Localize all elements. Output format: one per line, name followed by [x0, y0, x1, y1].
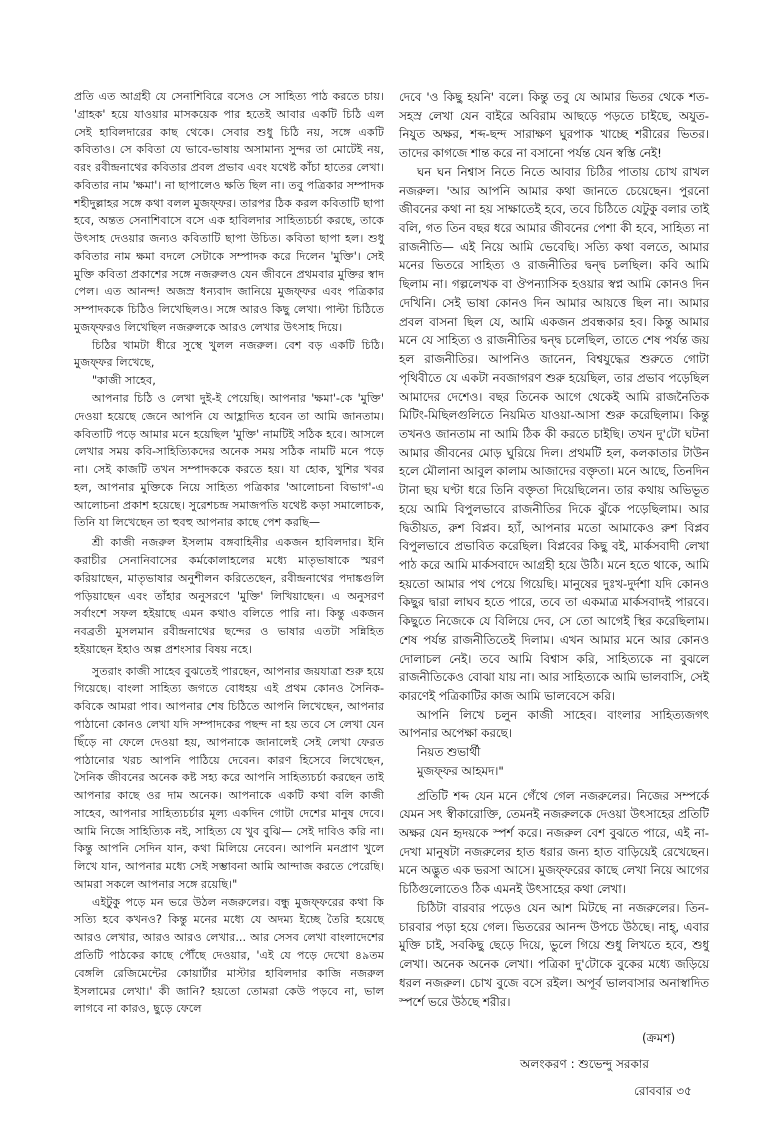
- continued-label: (ক্রমশ): [642, 1031, 676, 1045]
- paragraph: দেবে 'ও কিছু হয়নি' বলে। কিন্তু তবু যে আমার ভিতর থেকে শত-সহস্র লেখা যেন বাইরে অবিরাম আছড়ে পড়তে চাইছে, অযুত-নিযুত অক্ষর, শব্দ-ছন্দ সারাক্ষণ ঘুরপাক খাচ্ছে শরীরের ভিতর। তাদের কাগজে শান্ত করে না বসানো পর্যন্ত যেন স্বস্তি নেই!: [399, 90, 709, 161]
- letter-paragraph: সুতরাং কাজী সাহেব বুঝতেই পারছেন, আপনার জয়যাত্রা শুরু হয়ে গিয়েছে। বাংলা সাহিত্য জগতে বোধহয় এই প্রথম কোনও সৈনিক-কবিকে আমরা পাব। আপনার শেষ চিঠিতে আপনি লিখেছেন, আপনার পাঠানো কোনও লেখা যদি সম্পাদকের পছন্দ না হয় তবে সে লেখা যেন ছিঁড়ে না ফেলে দেওয়া হয়, আপনাকে জানালেই সেই লেখা ফেরত পাঠানোর খরচ আপনি পাঠিয়ে দেবেন। কারণ হিসেবে লিখেছেন, সৈনিক জীবনের অনেক কষ্ট সহ্য করে আপনি সাহিত্যচর্চা করছেন তাই আপনার কাছে ওর দাম অনেক। আপনাকে একটি কথা বলি কাজী সাহেব, আপনার সাহিত্যচর্চার মূল্য একদিন গোটা দেশের মানুষ দেবে। আমি নিজে সাহিত্যিক নই, সাহিত্য যে খুব বুঝি— সেই দাবিও করি না। কিন্তু আপনি সেদিন যান, কথা মিলিয়ে নেবেন। আপনি মনপ্রাণ খুলে লিখে যান, আপনার মধ্যে সেই সম্ভাবনা আমি আন্দাজ করতে পেরেছি। আমরা সকলে আপনার সঙ্গে রয়েছি।": [74, 664, 384, 891]
- paragraph: চিঠিটা বারবার পড়েও যেন আশ মিটছে না নজরুলের। তিন-চারবার পড়া হয়ে গেল। ভিতরের আনন্দ উপচে উঠছে। নাহ্, এবার মুক্তি চাই, সবকিছু ছেড়ে দিয়ে, ভুলে গিয়ে শুধু লিখতে হবে, শুধু লেখা। অনেক অনেক লেখা। পত্রিকা দু'টোকে বুকের মধ্যে জড়িয়ে ধরল নজরুল। চোখ বুজে বসে রইল। অপূর্ব ভালবাসার অনাস্বাদিত স্পর্শে ভরে উঠছে শরীর।: [399, 900, 709, 1009]
- paragraph: প্রতি এত আগ্রহী যে সেনাশিবিরে বসেও সে সাহিত্য পাঠ করতে চায়। 'গ্রাহক' হয়ে যাওয়ার মাসকয়েক পার হতেই আবার একটি চিঠি এল সেই হাবিলদারের কাছ থেকে। সেবার শুধু চিঠি নয়, সঙ্গে একটি কবিতাও। সে কবিতা যে ভাবে-ভাষায় অসামান্য সুন্দর তা মোটেই নয়, বরং রবীন্দ্রনাথের কবিতার প্রবল প্রভাব এবং যথেষ্ট কাঁচা হাতের লেখা। কবিতার নাম 'ক্ষমা'। না ছাপালেও ক্ষতি ছিল না। তবু পত্রিকার সম্পাদক শহীদুল্লাহর সঙ্গে কথা বলল মুজফ্ফর। তারপর ঠিক করল কবিতাটি ছাপা হবে, অন্তত সেনাশিবাসে বসে এক হাবিলদার সাহিত্যচর্চা করছে, তাকে উৎসাহ দেওয়ার জন্যও কবিতাটি ছাপা উচিত। কবিতা ছাপা হল। শুধু কবিতার নাম ক্ষমা বদলে সেটাকে সম্পাদক করে দিলেন 'মুক্তি'। সেই মুক্তি কবিতা প্রকাশের সঙ্গে নজরুলও যেন জীবনে প্রথমবার মুক্তির স্বাদ পেল। এত আনন্দ! অজস্র ধন্যবাদ জানিয়ে মুজফ্ফর এবং পত্রিকার সম্পাদককে চিঠিও লিখেছিলও। সঙ্গে আরও কিছু লেখা। পাল্টা চিঠিতে মুজফ্ফরও লিখেছিল নজরুলকে আরও লেখার উৎসাহ দিয়ে।: [74, 90, 384, 334]
- letter-signature: মুজফ্ফর আহমদ।": [417, 763, 504, 778]
- letter-paragraph: আপনার চিঠি ও লেখা দুই-ই পেয়েছি। আপনার 'ক্ষমা'-কে 'মুক্তি' দেওয়া হয়েছে জেনে আপনি যে আহ্লাদিত হবেন তা আমি জানতাম। কবিতাটি পড়ে আমার মনে হয়েছিল 'মুক্তি' নামটিই সঠিক হবে। আসলে লেখার সময় কবি-সাহিত্যিকদের অনেক সময় সঠিক নামটি মনে পড়ে না। সেই কাজটি তখন সম্পাদককে করতে হয়। যা হোক, খুশির খবর হল, আপনার মুক্তিকে নিয়ে সাহিত্য পত্রিকার 'আলোচনা বিভাগ'-এ আলোচনা প্রকাশ হয়েছে। সুরেশচন্দ্র সমাজপতি যথেষ্ট কড়া সমালোচক, তিনি যা লিখেছেন তা হুবহু আপনার কাছে পেশ করছি—: [74, 392, 384, 530]
- page-footer: রোববার ৩৫: [634, 1084, 692, 1098]
- illustration-credit: অলংকরণ : শুভেন্দু সরকার: [520, 1057, 649, 1071]
- paragraph: এইটুকু পড়ে মন ভরে উঠল নজরুলের। বন্ধু মুজফ্ফরের কথা কি সত্যি হবে কখনও? কিন্তু মনের মধ্যে যে অদম্য ইচ্ছে তৈরি হয়েছে আরও লেখার, আরও আরও লেখার... আর সেসব লেখা বাংলাদেশের প্রতিটি পাঠকের কাছে পৌঁছে দেওয়ার, 'এই যে পড়ে দেখো ৪৯তম বেঙ্গলি রেজিমেন্টের কোয়ার্টার মাস্টার হাবিলদার কাজি নজরুল ইসলামের লেখা।' কী জানি? হয়তো তোমরা কেউ পড়বে না, ভাল লাগবে না কারও, ছুড়ে ফেলে: [74, 895, 384, 1016]
- letter-closing: নিয়ত শুভার্থী: [417, 745, 481, 760]
- paragraph: চিঠির খামটা ধীরে সুস্থে খুলল নজরুল। বেশ বড় একটি চিঠি। মুজফ্ফর লিখেছে,: [74, 338, 384, 370]
- left-column: [74, 88, 384, 1018]
- quoted-review: শ্রী কাজী নজরুল ইসলাম বঙ্গবাহিনীর একজন হাবিলদার। ইনি করাচীর সেনানিবাসের কর্মকোলাহলের মধ্যে মাতৃভাষাকে স্মরণ করিয়াছেন, মাতৃভাষার অনুশীলন করিতেছেন, রবীন্দ্রনাথের পদাঙ্কগুলি পড়িয়াছেন এবং তাঁহার অনুসরণে 'মুক্তি' লিখিয়াছেন। এ অনুসরণ সর্বাংশে সফল হইয়াছে এমন কথাও বলিতে পারি না। কিন্তু একজন নবব্রতী মুসলমান রবীন্দ্রনাথের ছন্দের ও ভাষার এতটা সন্নিহিত হইয়াছেন ইহাও অল্প প্রশংসার বিষয় নহে।: [74, 536, 384, 656]
- paragraph: ঘন ঘন নিশ্বাস নিতে নিতে আবার চিঠির পাতায় চোখ রাখল নজরুল। 'আর আপনি আমার কথা জানতে চেয়েছেন। পুরনো জীবনের কথা না হয় সাক্ষাতেই হবে, তবে চিঠিতে যেটুকু বলার তাই বলি, গত তিন বছর ধরে আমার জীবনের পেশা কী হবে, সাহিত্য না রাজনীতি— এই নিয়ে আমি ভেবেছি। সত্যি কথা বলতে, আমার মনের ভিতরে সাহিত্য ও রাজনীতির দ্বন্দ্ব চলছিল। কবি আমি ছিলাম না। গল্পলেখক বা ঔপন্যাসিক হওয়ার স্বপ্ন আমি কোনও দিন দেখিনি। সেই ভাষা কোনও দিন আমার আয়ত্তে ছিল না। আমার প্রবল বাসনা ছিল যে, আমি একজন প্রবন্ধকার হব। কিন্তু আমার মনে যে সাহিত্য ও রাজনীতির দ্বন্দ্ব চলেছিল, তাতে শেষ পর্যন্ত জয় হল রাজনীতির। আপনিও জানেন, বিশ্বযুদ্ধের শুরুতে গোটা পৃথিবীতে যে একটা নবজাগরণ শুরু হয়েছিল, তার প্রভাব পড়েছিল আমাদের দেশেও। বছর তিনেক আগে থেকেই আমি রাজনৈতিক মিটিং-মিছিলগুলিতে নিয়মিত যাওয়া-আসা শুরু করেছিলাম। কিন্তু তখনও জানতাম না আমি ঠিক কী করতে চাইছি। তখন দু'টো ঘটনা আমার জীবনের মোড় ঘুরিয়ে দিল। প্রথমটি হল, কলকাতার টাউন হলে মৌলানা আবুল কালাম আজাদের বক্তৃতা। মনে আছে, তিনদিন টানা ছয় ঘণ্টা ধরে তিনি বক্তৃতা দিয়েছিলেন। তার কথায় অভিভূত হয়ে আমি বিপুলভাবে রাজনীতির দিকে ঝুঁকে পড়েছিলাম। আর দ্বিতীয়ত, রুশ বিপ্লব। হ্যাঁ, আপনার মতো আমাকেও রুশ বিপ্লব বিপুলভাবে প্রভাবিত করেছিল। বিপ্লবের কিছু বই, মার্কসবাদী লেখা পাঠ করে আমি মার্কসবাদে আগ্রহী হয়ে উঠি। মনে হতে থাকে, আমি হয়তো আমার পথ পেয়ে গিয়েছি। মানুষের দুঃখ-দুর্দশা যদি কোনও কিছুর দ্বারা লাঘব হতে পারে, তবে তা একমাত্র মার্কসবাদই পারবে। কিছুতে নিজেকে যে বিলিয়ে দেব, সে তো আগেই স্থির করেছিলাম। শেষ পর্যন্ত রাজনীতিতেই দিলাম। এখন আমার মনে আর কোনও দোলাচল নেই। তবে আমি বিশ্বাস করি, সাহিত্যকে না বুঝলে রাজনীতিকেও বোঝা যায় না। আর সাহিত্যকে আমি ভালবাসি, সেই কারণেই পত্রিকাটির কাজ আমি ভালবেসে করি।: [399, 164, 709, 703]
- right-column: [399, 88, 709, 1011]
- letter-paragraph: আপনি লিখে চলুন কাজী সাহেব। বাংলার সাহিত্যজগৎ আপনার অপেক্ষা করছে।: [399, 707, 709, 741]
- paragraph: প্রতিটি শব্দ যেন মনে গেঁথে গেল নজরুলের। নিজের সম্পর্কে যেমন সৎ স্বীকারোক্তি, তেমনই নজরুলকে দেওয়া উৎসাহের প্রতিটি অক্ষর যেন হৃদয়কে স্পর্শ করে। নজরুল বেশ বুঝতে পারে, এই না-দেখা মানুষটা নজরুলের হাত ধরার জন্য হাত বাড়িয়েই রেখেছেন। মনে অদ্ভুত এক ভরসা আসে। মুজফ্ফরের কাছে লেখা নিয়ে আগের চিঠিগুলোতেও ঠিক এমনই উৎসাহের কথা লেখা।: [399, 788, 709, 897]
- letter-salutation: "কাজী সাহেব,: [92, 374, 156, 388]
